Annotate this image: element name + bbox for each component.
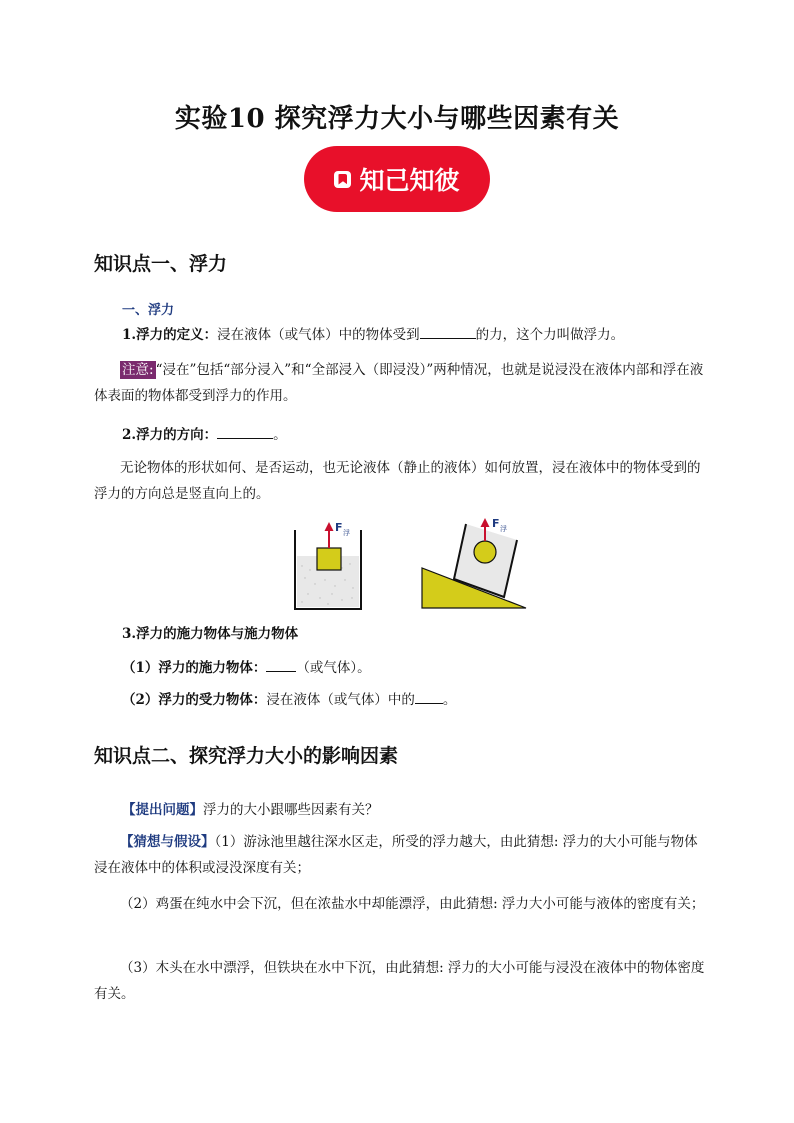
direction-blank <box>217 424 273 439</box>
point3-heading: 3.浮力的施力物体与施力物体 <box>122 626 299 642</box>
force-label-2: F <box>492 517 500 530</box>
definition-paragraph <box>122 322 712 348</box>
force-sub-2: 浮 <box>500 525 507 533</box>
direction-label: 2.浮力的方向： <box>122 427 218 443</box>
note-text: “浸在”包括“部分浸入”和“全部浸入（即浸没）”两种情况，也就是说浸没在液体内部和浮在液体表面的物体都受到浮力的作用。 <box>94 362 704 404</box>
definition-blank <box>420 324 476 339</box>
hypothesis-3: （3）木头在水中漂浮，但铁块在水中下沉，由此猜想: 浮力的大小可能与浸没在液体中的物体密度有关。 <box>94 960 705 1002</box>
force-arrow-head-2 <box>481 518 490 527</box>
direction-line <box>122 422 734 448</box>
note-paragraph <box>94 357 708 409</box>
hypothesis-tag: 【猜想与假设】 <box>120 834 215 850</box>
page-title: 实验10 探究浮力大小与哪些因素有关 <box>174 104 620 134</box>
definition-text-after: 的力，这个力叫做浮力。 <box>475 327 625 343</box>
definition-text-before: 浸在液体（或气体）中的物体受到 <box>217 327 420 343</box>
force-sub: 浮 <box>343 529 350 537</box>
point3-item2 <box>122 687 734 713</box>
item2-label: （2）浮力的受力物体： <box>122 692 267 708</box>
point3-item1 <box>122 655 734 681</box>
item1-label: （1）浮力的施力物体： <box>122 660 267 676</box>
section1-subheading: 一、浮力 <box>122 303 175 318</box>
item1-after: （或气体）。 <box>296 660 371 676</box>
question-tag: 【提出问题】 <box>122 802 203 818</box>
force-arrow-head <box>325 522 334 531</box>
badge-label: 知己知彼 <box>359 166 460 195</box>
bookmark-icon <box>334 171 351 188</box>
question-text: 浮力的大小跟哪些因素有关？ <box>203 802 379 818</box>
item1-blank <box>266 657 296 672</box>
item2-after: 。 <box>442 692 457 708</box>
section2-heading: 知识点二、探究浮力大小的影响因素 <box>94 745 399 767</box>
definition-label: 1.浮力的定义： <box>122 327 218 343</box>
section-badge <box>304 146 490 212</box>
ball <box>474 541 496 563</box>
hypothesis-2: （2）鸡蛋在纯水中会下沉，但在浓盐水中却能漂浮，由此猜想: 浮力大小可能与液体的密度有关； <box>120 896 705 912</box>
item2-before: 浸在液体（或气体）中的 <box>266 692 415 708</box>
hypothesis-1 <box>94 829 708 881</box>
direction-after: 。 <box>273 427 287 443</box>
question-line <box>122 797 734 823</box>
force-label: F <box>335 521 343 534</box>
note-label: 注意: <box>122 362 154 378</box>
beaker-tilted <box>422 517 526 608</box>
buoyancy-figure <box>290 516 530 612</box>
item2-blank <box>415 689 443 704</box>
cube-block <box>317 548 341 570</box>
hypothesis-1-text: （1）游泳池里越往深水区走，所受的浮力越大，由此猜想: 浮力的大小可能与物体浸在液体中的体积或浸没深度有关； <box>94 834 698 876</box>
section1-heading: 知识点一、浮力 <box>94 253 228 275</box>
beaker-upright <box>295 521 361 609</box>
direction-explanation: 无论物体的形状如何、是否运动，也无论液体（静止的液体）如何放置，浸在液体中的物体受到的浮力的方向总是竖直向上的。 <box>94 460 701 502</box>
